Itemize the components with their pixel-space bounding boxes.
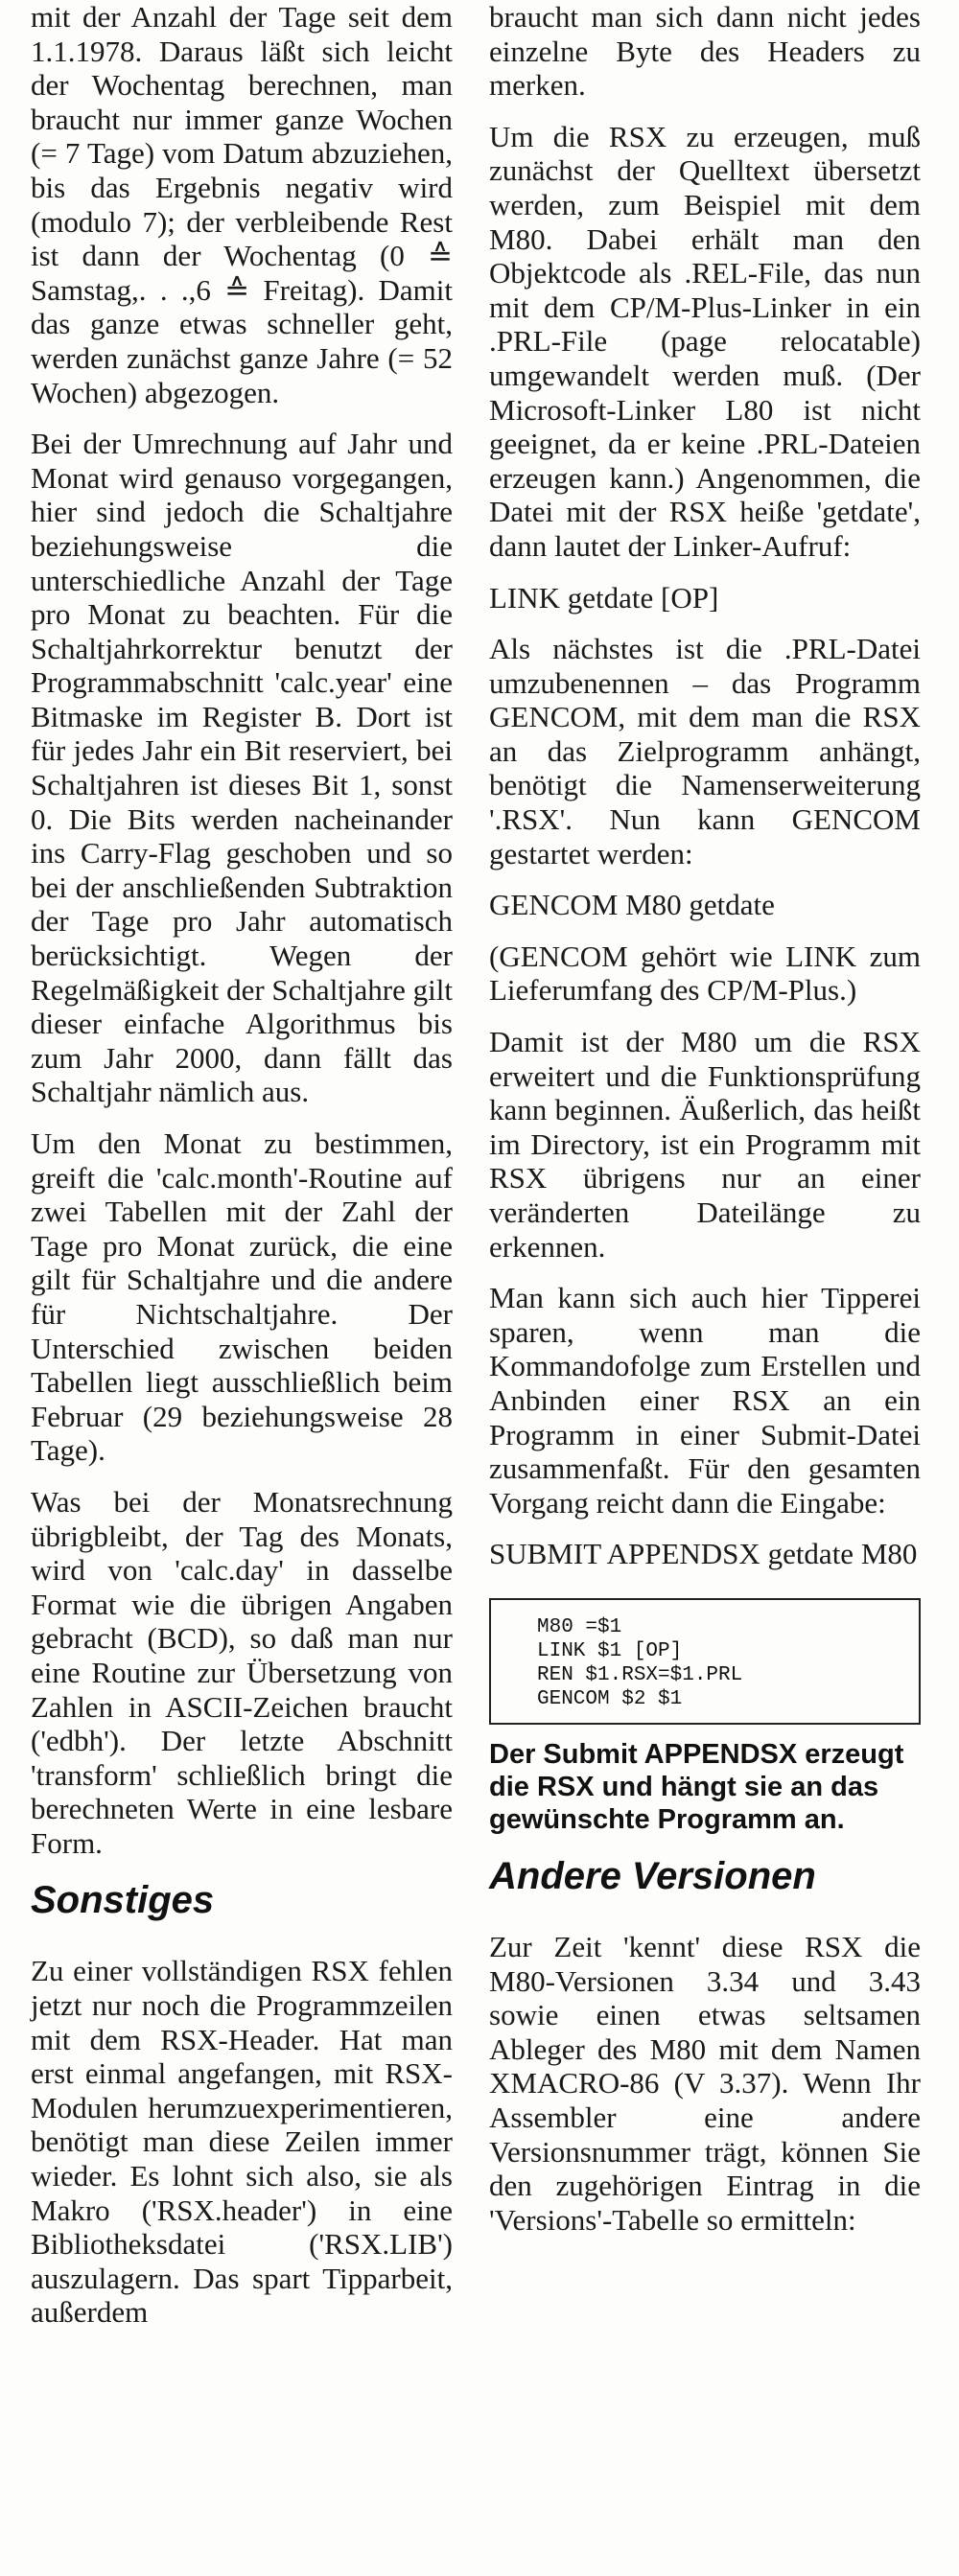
paragraph: (GENCOM gehört wie LINK zum Lieferumfang des CP/M-Plus.) — [489, 939, 921, 1008]
code-line: REN $1.RSX=$1.PRL — [537, 1663, 743, 1686]
paragraph: braucht man sich dann nicht jedes einzelne Byte des Headers zu merken. — [489, 0, 921, 103]
code-listing-box — [489, 1598, 921, 1725]
code-line: LINK $1 [OP] — [537, 1639, 683, 1662]
paragraph: Um den Monat zu bestimmen, greift die 'calc.month'-Routine auf zwei Tabellen mit der Zahl der Tage pro Monat zurück, die eine gilt für Schaltjahre und die andere für Nichtschaltjahre. Der Unterschied zwischen beiden Tabellen liegt ausschließlich beim Februar (29 beziehungsweise 28 Tage). — [31, 1126, 453, 1468]
code-line: M80 =$1 — [537, 1615, 622, 1638]
paragraph: mit der Anzahl der Tage seit dem 1.1.1978. Daraus läßt sich leicht der Wochentag berechnen, man braucht nur immer ganze Wochen (= 7 Tage) vom Datum abzuziehen, bis das Ergebnis negativ wird (modulo 7); der verbleibende Rest ist dann der Wochentag (0 ≙ Samstag,. . .,6 ≙ Freitag). Damit das ganze etwas schneller geht, werden zunächst ganze Jahre (= 52 Wochen) abgezogen. — [31, 0, 453, 409]
left-column — [31, 0, 453, 2347]
paragraph: Damit ist der M80 um die RSX erweitert und die Funktionsprüfung kann beginnen. Äußerlich, das heißt im Directory, ist ein Programm mit RSX übrigens nur an einer veränderten Dateilänge zu erkennen. — [489, 1025, 921, 1264]
listing-caption: Der Submit APPENDSX erzeugt die RSX und hängt sie an das gewünschte Programm an. — [489, 1738, 904, 1835]
paragraph: Zu einer vollständigen RSX fehlen jetzt nur noch die Programmzeilen mit dem RSX-Header. Hat man erst einmal angefangen, mit RSX-Modulen herumzuexperimentieren, benötigt man diese Zeilen immer wieder. Es lohnt sich also, sie als Makro ('RSX.header') in eine Bibliotheksdatei ('RSX.LIB') auszulagern. Das spart Tipparbeit, außerdem — [31, 1954, 453, 2330]
paragraph: Zur Zeit 'kennt' diese RSX die M80-Versionen 3.34 und 3.43 sowie einen etwas seltsamen Ableger des M80 mit dem Namen XMACRO-86 (V 3.37). Wenn Ihr Assembler eine andere Versionsnummer trägt, können Sie den zugehörigen Eintrag in die 'Versions'-Tabelle so ermitteln: — [489, 1929, 921, 2237]
command-line: GENCOM M80 getdate — [489, 888, 775, 922]
paragraph: Als nächstes ist die .PRL-Datei umzubenennen – das Programm GENCOM, mit dem man die RSX an das Zielprogramm anhängt, benötigt die Namenserweiterung '.RSX'. Nun kann GENCOM gestartet werden: — [489, 632, 921, 870]
right-column — [489, 0, 921, 2254]
command-line: LINK getdate [OP] — [489, 580, 719, 615]
paragraph: Man kann sich auch hier Tipperei sparen, wenn man die Kommandofolge zum Erstellen und Anbinden einer RSX an ein Programm in einer Submit-Datei zusammenfaßt. Für den gesamten Vorgang reicht dann die Eingabe: — [489, 1281, 921, 1520]
command-line: SUBMIT APPENDSX getdate M80 — [489, 1537, 918, 1571]
section-heading-sonstiges: Sonstiges — [31, 1879, 215, 1922]
paragraph: Um die RSX zu erzeugen, muß zunächst der Quelltext übersetzt werden, zum Beispiel mit dem M80. Dabei erhält man den Objektcode als .REL-File, das nun mit dem CP/M-Plus-Linker in ein .PRL-File (page relocatable) umgewandelt werden muß. (Der Microsoft-Linker L80 ist nicht geeignet, da er keine .PRL-Dateien erzeugen kann.) Angenommen, die Datei mit der RSX heiße 'getdate', dann lautet der Linker-Aufruf: — [489, 119, 921, 563]
code-line: GENCOM $2 $1 — [537, 1687, 683, 1710]
paragraph: Was bei der Monatsrechnung übrigbleibt, der Tag des Monats, wird von 'calc.day' in dasselbe Format wie die übrigen Angaben gebracht (BCD), so daß man nur eine Routine zur Übersetzung von Zahlen in ASCII-Zeichen braucht ('edbh'). Der letzte Abschnitt 'transform' schließlich bringt die berechneten Werte in eine lesbare Form. — [31, 1484, 453, 1860]
section-heading-andere-versionen: Andere Versionen — [489, 1854, 816, 1897]
paragraph: Bei der Umrechnung auf Jahr und Monat wird genauso vorgegangen, hier sind jedoch die Schaltjahre beziehungsweise die unterschiedliche Anzahl der Tage pro Monat zu beachten. Für die Schaltjahrkorrektur benutzt der Programmabschnitt 'calc.year' eine Bitmaske im Register B. Dort ist für jedes Jahr ein Bit reserviert, bei Schaltjahren ist dieses Bit 1, sonst 0. Die Bits werden nacheinander ins Carry-Flag geschoben und so bei der anschließenden Subtraktion der Tage pro Jahr automatisch berücksichtigt. Wegen der Regelmäßigkeit der Schaltjahre gilt dieser einfache Algorithmus bis zum Jahr 2000, dann fällt das Schaltjahr nämlich aus. — [31, 427, 453, 1109]
